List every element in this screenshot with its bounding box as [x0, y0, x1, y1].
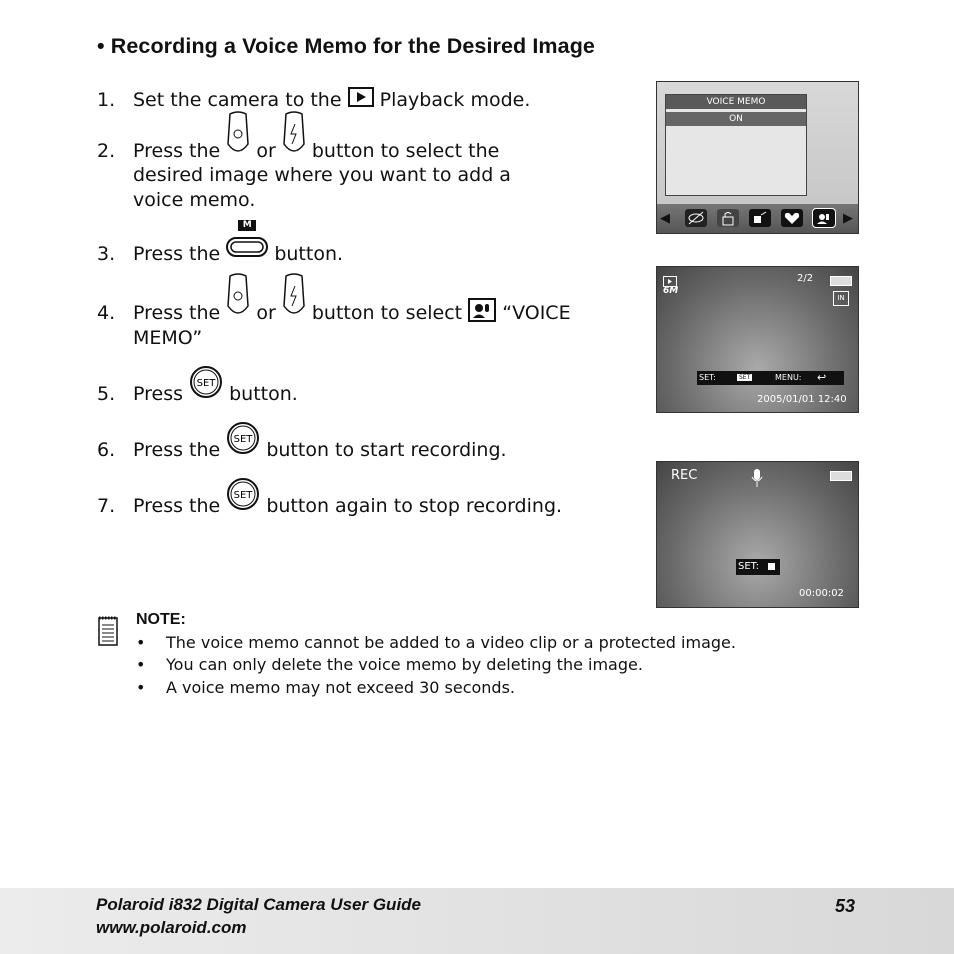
set-hint-label: SET:: [738, 561, 760, 572]
menu-button-label: M: [238, 220, 256, 231]
step-3: [97, 220, 344, 267]
set-button-label: SET: [233, 434, 253, 445]
step-text: Press the: [133, 302, 221, 324]
step-text: button to select the: [311, 140, 500, 162]
step-6: [97, 434, 507, 463]
set-hint-label: SET:: [699, 373, 716, 382]
protect-icon: [717, 209, 739, 227]
note-bullet-text: You can only delete the voice memo by deleting the image.: [166, 655, 643, 674]
menu-panel: [665, 94, 807, 196]
set-button-icon: [226, 477, 260, 518]
menu-hint-label: MENU:: [775, 373, 802, 382]
step-number: 5.: [97, 383, 116, 405]
set-badge: SET: [739, 374, 751, 381]
rec-indicator: REC: [671, 468, 698, 483]
step-text: or: [256, 140, 276, 162]
step-2: [97, 138, 499, 165]
right-button-icon: [282, 272, 306, 327]
note-title: NOTE:: [136, 611, 186, 628]
memory-indicator: IN: [833, 291, 849, 306]
page-number: 53: [835, 896, 856, 916]
step-4-line-2: MEMO”: [133, 327, 203, 349]
date-stamp: 2005/01/01 12:40: [757, 394, 847, 405]
redeye-icon: [685, 209, 707, 227]
recording-timer: 00:00:02: [799, 588, 844, 599]
camera-screen-playback: [656, 266, 859, 413]
image-size-indicator: 6M: [663, 286, 679, 296]
step-number: 3.: [97, 243, 116, 265]
return-arrow-icon: ↩: [817, 371, 827, 384]
bullet-dot: •: [136, 655, 146, 674]
bullet-dot: •: [136, 678, 146, 697]
menu-title: VOICE MEMO: [666, 95, 806, 109]
note-bullet-text: The voice memo cannot be added to a video clip or a protected image.: [166, 633, 736, 652]
note-notepad-icon: [97, 615, 121, 651]
step-text: Set the camera to the: [133, 89, 342, 111]
footer-url: www.polaroid.com: [96, 918, 247, 937]
page-heading: • Recording a Voice Memo for the Desired Image: [97, 34, 595, 58]
menu-option-on: ON: [666, 112, 806, 126]
step-text: Press the: [133, 495, 221, 517]
playback-hint-bar: [697, 371, 844, 385]
step-text: button to select: [311, 302, 463, 324]
voice-memo-icon: [813, 209, 835, 227]
left-button-icon: [226, 272, 250, 327]
step-text: Press the: [133, 140, 221, 162]
microphone-icon: [750, 468, 764, 492]
note-bullet: [136, 655, 643, 674]
set-button-label: SET: [196, 378, 216, 389]
left-button-icon: [226, 110, 250, 165]
step-text: Playback mode.: [379, 89, 531, 111]
step-number: 7.: [97, 495, 116, 517]
step-1: [97, 87, 530, 114]
camera-screen-voice-memo-menu: [656, 81, 859, 234]
bullet-dot: •: [136, 633, 146, 652]
step-7: [97, 490, 563, 519]
step-2-line-3: voice memo.: [133, 189, 256, 211]
step-5: [97, 378, 298, 407]
playback-icon: [348, 87, 374, 114]
step-text: “VOICE: [502, 302, 571, 324]
step-number: 2.: [97, 140, 116, 162]
menu-button-icon: [226, 220, 268, 265]
step-number: 6.: [97, 439, 116, 461]
right-button-icon: [282, 110, 306, 165]
stop-hint: [736, 559, 780, 575]
resize-icon: [749, 209, 771, 227]
note-bullet: [136, 678, 515, 697]
set-button-icon: [189, 365, 223, 406]
voice-memo-icon: [468, 298, 496, 329]
step-text: Press: [133, 383, 184, 405]
step-text: Press the: [133, 243, 221, 265]
step-text: button.: [274, 243, 344, 265]
menu-icon-bar: [657, 204, 858, 233]
battery-icon: [830, 276, 852, 286]
step-text: or: [256, 302, 276, 324]
step-number: 1.: [97, 89, 116, 111]
step-number: 4.: [97, 302, 116, 324]
arrow-left-icon: ◀: [660, 211, 670, 226]
favorite-heart-icon: [781, 209, 803, 227]
image-counter: 2/2: [797, 273, 814, 284]
step-text: button.: [229, 383, 298, 405]
set-button-icon: [226, 421, 260, 462]
step-text: Press the: [133, 439, 221, 461]
step-text: button to start recording.: [266, 439, 507, 461]
step-text: button again to stop recording.: [266, 495, 563, 517]
set-button-label: SET: [233, 490, 253, 501]
footer-text: [96, 893, 421, 939]
footer-guide-title: Polaroid i832 Digital Camera User Guide: [96, 895, 422, 914]
camera-screen-recording: [656, 461, 859, 608]
stop-icon: [768, 563, 775, 570]
arrow-right-icon: ▶: [843, 211, 853, 226]
note-bullet: [136, 633, 736, 652]
step-4: [97, 298, 571, 329]
battery-icon: [830, 471, 852, 481]
step-2-line-2: desired image where you want to add a: [133, 164, 511, 186]
note-bullet-text: A voice memo may not exceed 30 seconds.: [166, 678, 515, 697]
